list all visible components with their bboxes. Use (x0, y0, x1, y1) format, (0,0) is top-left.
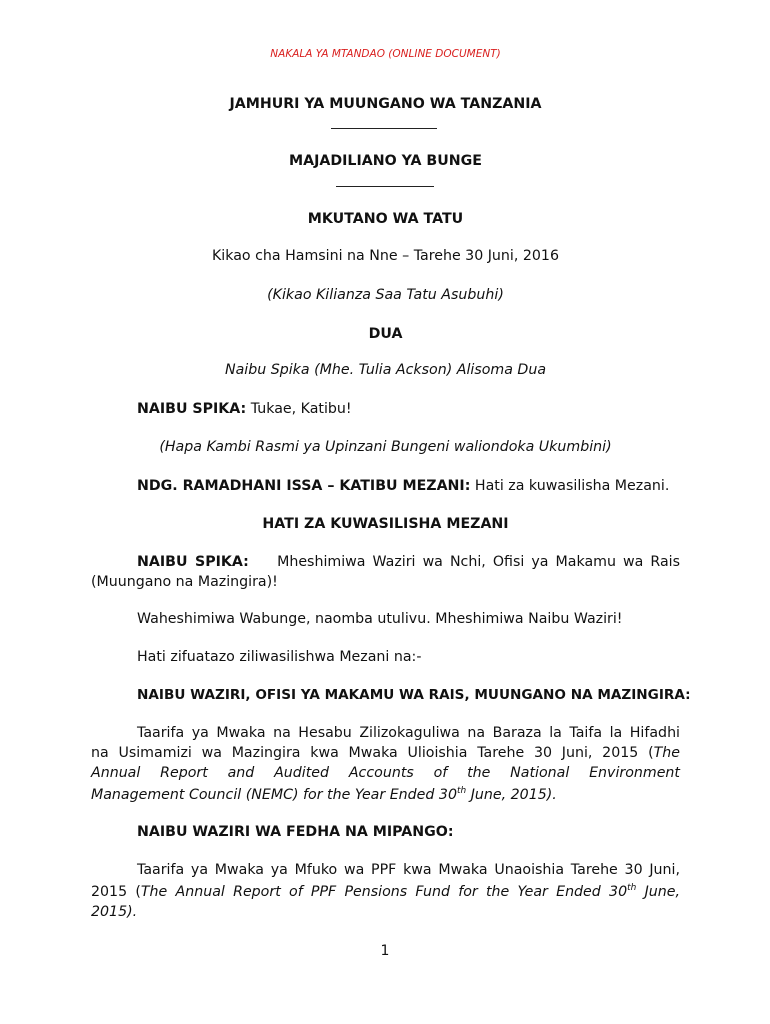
report-text: na Usimamizi wa Mazingira kwa Mwaka Ulioishia Tarehe 30 Juni, 2015 ( (91, 745, 654, 761)
speaker-label: NAIBU SPIKA: (137, 554, 249, 570)
nemc-report-line4 (91, 785, 680, 805)
report-title: June, 2015). (466, 787, 557, 803)
title-underline-2 (336, 186, 434, 187)
paragraph-katibu (91, 476, 680, 496)
speech-text: Mheshimiwa Waziri wa Nchi, Ofisi ya Makamu wa Rais (277, 554, 680, 570)
report-title: The (653, 745, 680, 761)
title-meeting: MKUTANO WA TATU (307, 211, 464, 227)
section-heading: HATI ZA KUWASILISHA MEZANI (262, 516, 509, 532)
paragraph-hati-zifuatazo: Hati zifuatazo ziliwasilishwa Mezani na:- (137, 649, 422, 665)
report-title: The Annual Report of PPF Pensions Fund for the Year Ended 30 (140, 884, 628, 900)
ppf-report-line1: Taarifa ya Mwaka ya Mfuko wa PPF kwa Mwaka Unaoishia Tarehe 30 Juni, (137, 862, 680, 878)
heading-naibu-waziri-mazingira: NAIBU WAZIRI, OFISI YA MAKAMU WA RAIS, MUUNGANO NA MAZINGIRA: (137, 687, 691, 703)
paragraph-naibu-spika-2-line2: (Muungano na Mazingira)! (91, 574, 278, 590)
dua-line: Naibu Spika (Mhe. Tulia Ackson) Alisoma Dua (224, 362, 547, 378)
nemc-report-line2 (91, 743, 680, 763)
dua-heading: DUA (368, 326, 403, 342)
title-republic: JAMHURI YA MUUNGANO WA TANZANIA (229, 96, 542, 112)
online-document-header: NAKALA YA MTANDAO (ONLINE DOCUMENT) (270, 48, 501, 60)
nemc-report-line1: Taarifa ya Mwaka na Hesabu Zilizokaguliwa na Baraza la Taifa la Hifadhi (137, 725, 680, 741)
speech-text: Tukae, Katibu! (246, 401, 352, 417)
nemc-report-line3: Annual Report and Audited Accounts of the National Environment (91, 765, 680, 781)
report-text: 2015 ( (91, 884, 141, 900)
speech-text: Hati za kuwasilisha Mezani. (470, 478, 670, 494)
session-line: Kikao cha Hamsini na Nne – Tarehe 30 Juni, 2016 (212, 248, 559, 264)
ppf-report-line2 (91, 882, 680, 902)
session-start: (Kikao Kilianza Saa Tatu Asubuhi) (267, 287, 504, 303)
title-debates: MAJADILIANO YA BUNGE (289, 153, 482, 169)
ordinal-suffix: th (627, 883, 637, 893)
opposition-note: (Hapa Kambi Rasmi ya Upinzani Bungeni waliondoka Ukumbini) (159, 439, 612, 455)
page-number: 1 (380, 943, 390, 959)
speaker-label: NDG. RAMADHANI ISSA – KATIBU MEZANI: (137, 478, 471, 494)
ppf-report-line3: 2015). (91, 904, 138, 920)
paragraph-waheshimiwa: Waheshimiwa Wabunge, naomba utulivu. Mheshimiwa Naibu Waziri! (137, 611, 623, 627)
paragraph-naibu-spika-2-line1 (91, 552, 680, 572)
heading-naibu-waziri-fedha: NAIBU WAZIRI WA FEDHA NA MIPANGO: (137, 824, 454, 840)
ordinal-suffix: th (456, 786, 467, 796)
paragraph-naibu-spika-1 (91, 399, 680, 419)
title-underline-1 (331, 128, 437, 129)
report-title: Management Council (NEMC) for the Year Ended 30 (91, 787, 457, 803)
report-title: June, (636, 884, 680, 900)
speaker-label: NAIBU SPIKA: (137, 401, 247, 417)
